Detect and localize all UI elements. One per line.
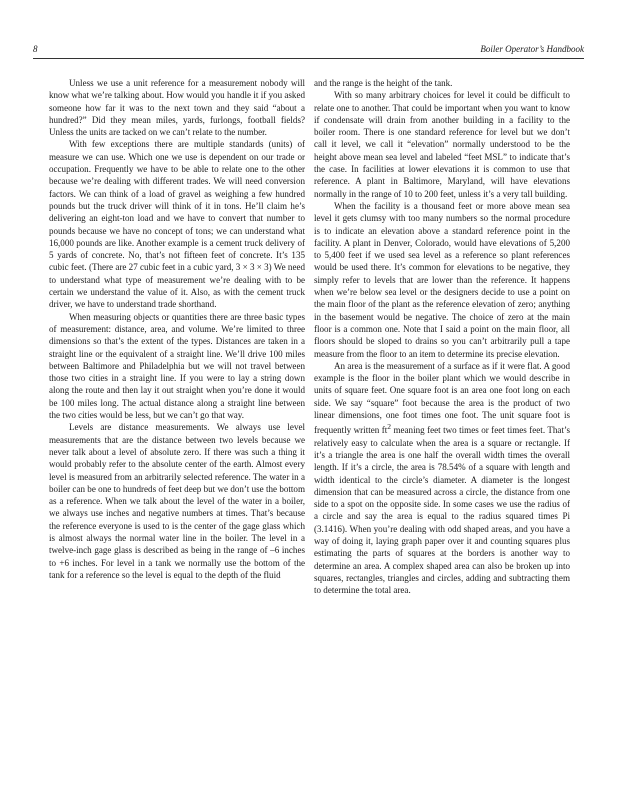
area-text-after: meaning feet two times or feet times feet. That’s relatively easy to calculate when the area is a square or rectangle. If it’s a triangle the area is one half the overall width times the overall length. If it’s a circle, the area is 78.54% of a square with length and width identical to the circle’s diameter. A diameter is the longest dimension that can be measured across a circle, the distance from one side to a spot on the opposite side. In some cases we use the radius of a circle and say the area is equal to the radius squared times Pi (3.1416). When you’re dealing with odd shaped areas, and you have a way of doing it, laying graph paper over it and counting squares plus estimating the parts of squares at the borders is another way to determine an area. A complex shaped area can also be broken up into squares, rectangles, triangles and circles, adding and subtracting them to determine the total area. (314, 425, 570, 596)
page-number: 8 (33, 44, 38, 54)
paragraph-area (314, 360, 570, 597)
paragraph-elevation: With so many arbitrary choices for level it could be difficult to relate one to another. That could be important when you want to know if condensate will drain from another building in a facility to the boiler room. There is one standard reference for level but we don’t call it level, we call it “elevation” normally understood to be the height above mean sea level and labeled “feet MSL” to indicate that’s the case. In facilities at lower elevations it is common to use that reference. A plant in Baltimore, Maryland, will have elevations normally in the range of 10 to 200 feet, unless it’s a very tall building. (314, 90, 570, 199)
paragraph-continuation: and the range is the height of the tank. (314, 78, 453, 88)
superscript-two: 2 (387, 422, 392, 432)
running-header (33, 44, 584, 59)
right-column (314, 77, 570, 596)
paragraph-measurement-types: When measuring objects or quantities there are three basic types of measurement: distance, area, and volume. We’re limited to three dimensions so that’s the extent of the types. Distances are taken in a straight line or the equivalent of a straight line. We’ll drive 100 miles between Baltimore and Philadelphia but we will not travel between those two cities in a straight line. If you were to lay a string down along the route and then lay it out straight when you’re done it would be 100 miles long. The actual distance along a straight line between the two cities would be less, but we can’t go that way. (49, 311, 305, 421)
area-text-before: An area is the measurement of a surface as if it were flat. A good example is the floor in the boiler plant which we would describe in units of square feet. One square foot is an area one foot long on each side. We say “square” foot because the area is the product of two linear dimensions, one foot times one foot. The unit square foot is frequently written ft (314, 360, 570, 436)
paragraph-levels: Levels are distance measurements. We always use level measurements that are the distance between two levels because we never talk about a level of absolute zero. If there was such a thing it would probably refer to the absolute center of the earth. Almost every level is measured from an arbitrarily selected reference. The water in a boiler can be one to hundreds of feet deep but we don’t use the bottom as a reference. When we talk about the level of the water in a boiler, we always use inches and negative numbers at times. That’s because the reference everyone is used to is the center of the gage glass which is almost always the normal water line in the boiler. The level in a twelve-inch gage glass is described as being in the range of –6 inches to +6 inches. For level in a tank we normally use the bottom of the tank for a reference so the level is equal to the depth of the fluid (49, 422, 305, 580)
paragraph-standards: With few exceptions there are multiple standards (units) of measure we can use. Which one we use is dependent on our trade or occupation. Frequently we have to be able to relate one to the other because we’re dealing with different trades. We will need conversion factors. We can think of a load of gravel as weighing a few hundred pounds but the truck driver will think of it in tons. He’ll claim he’s delivering an eight-ton load and we have to convert that number to pounds because we have no concept of tons; we can understand what 16,000 pounds are like. Another example is a cement truck delivery of 5 yards of concrete. No, that’s not fifteen feet of concrete. It’s 135 cubic feet. (There are 27 cubic feet in a cubic yard, 3 × 3 × 3) We need to understand what type of measurement we’re dealing with to be certain we understand the value of it. Also, as with the cement truck driver, we have to understand trade shorthand. (49, 139, 305, 310)
book-title: Boiler Operator’s Handbook (480, 44, 584, 54)
paragraph-units: Unless we use a unit reference for a measurement nobody will know what we’re talking about. How would you handle it if you asked someone how far it was to the next town and they said “about a hundred?” Did they mean miles, yards, furlongs, football fields? Unless the units are tacked on we can’t relate to the number. (49, 78, 305, 138)
paragraph-facility-reference: When the facility is a thousand feet or more above mean sea level it gets clumsy with too many numbers so the normal procedure is to indicate an elevation above a standard reference point in the facility. A plant in Denver, Colorado, would have elevations of 5,200 to 5,400 feet if we used sea level as a reference so plant references would be used there. It’s common for elevations to be negative, they simply refer to levels that are lower than the reference. It happens when we’re below sea level or the designers decide to use a point on the main floor of the plant as the reference elevation of zero; anything in the basement would be negative. The choice of zero at the main floor is a common one. Note that I said a point on the main floor, all floors should be sloped to drains so you can’t arbitrarily pull a tape measure from the floor to an item to determine its precise elevation. (314, 200, 570, 359)
left-column (49, 77, 305, 581)
